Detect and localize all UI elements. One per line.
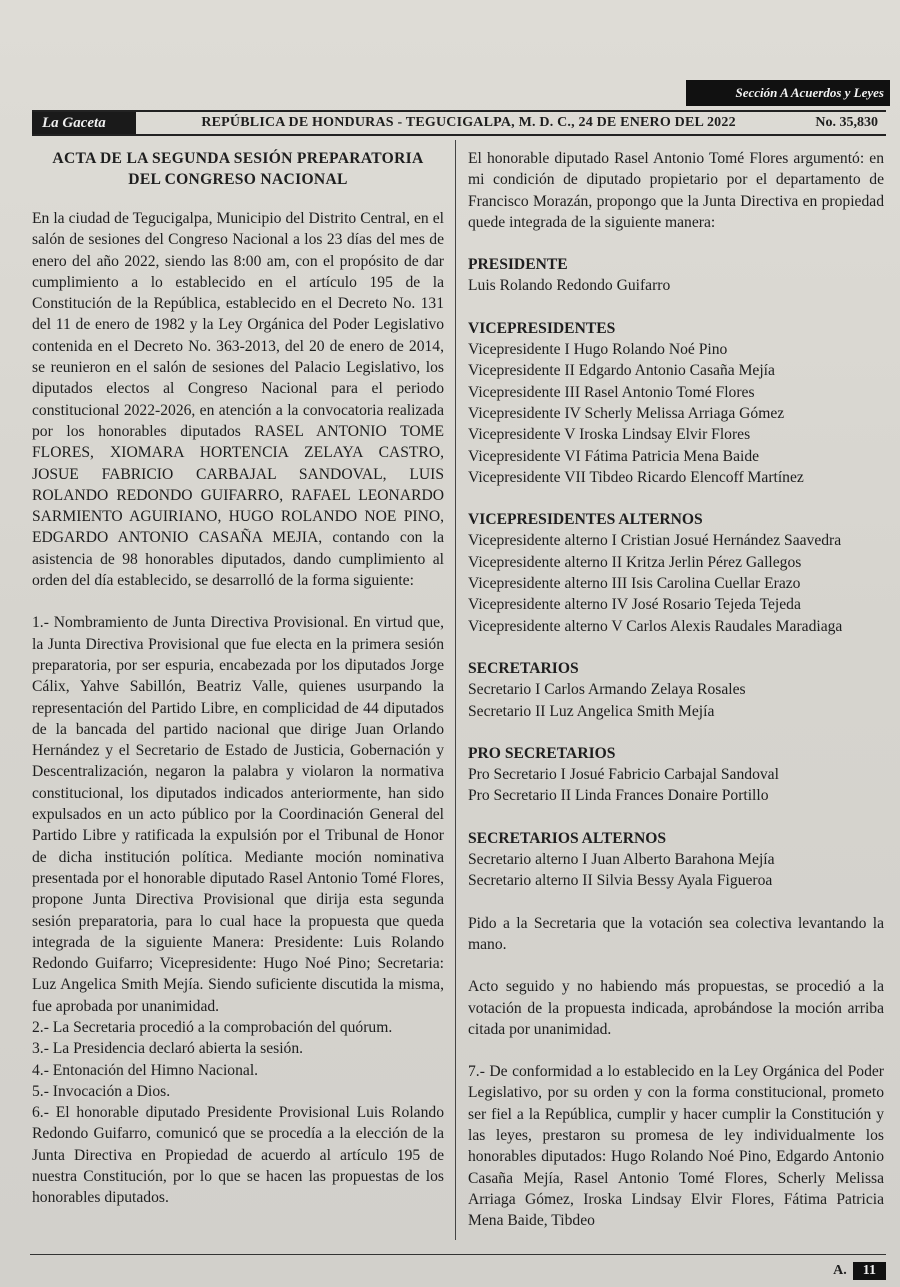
item-1-paragraph: 1.- Nombramiento de Junta Directiva Provisional. En virtud que, la Junta Directiva Provisional que fue electa en la primera sesión preparatoria, por ser espuria, encabezada por los diputados Jorge Cálix, Yahve Sabillón, Beatriz Valle, quienes usurpando la representación del Partido Libre, en complicidad de 44 diputados de la bancada del partido nacional que dirige Juan Orlando Hernández y el Secretario de Estado de Justicia, Gobernación y Descentralización, negaron la palabra y violaron la normativa constitucional, los diputados indicados anteriormente, han sido expulsados en un acto público por la Coordinación General del Partido Libre y ratificada la expulsión por el Tribunal de Honor de dicha institución política. Mediante moción nominativa presentada por el honorable diputado Rasel Antonio Tomé Flores, propone Junta Directiva Provisional que dirija esta segunda sesión preparatoria, para lo cual hace la propuesta que queda integrada de la siguiente Manera: Presidente: Luis Rolando Redondo Guifarro; Vicepresidente: Hugo Noé Pino; Secretaria: Luz Angelica Smith Mejía. Siendo suficiente discutida la misma, fue aprobada por unanimidad. [32,614,444,1015]
list-item: Secretario I Carlos Armando Zelaya Rosales [468,681,746,699]
list-item: Vicepresidente alterno I Cristian Josué Hernández Saavedra [468,532,842,550]
vote-request: Pido a la Secretaria que la votación sea colectiva levantando la mano. [468,914,884,953]
list-item: Secretario II Luz Angelica Smith Mejía [468,702,715,720]
proposal-intro: El honorable diputado Rasel Antonio Tomé Flores argumentó: en mi condición de diputado propietario por el departamento de Francisco Morazán, propongo que la Junta Directiva en propiedad quede integrada de la siguiente manera: [468,150,884,231]
right-column [468,148,884,1231]
list-item: Vicepresidente alterno IV José Rosario Tejeda Tejeda [468,596,801,614]
vote-result: Acto seguido y no habiendo más propuestas, se procedió a la votación de la propuesta indicada, aprobándose la moción arriba citada por unanimidad. [468,978,884,1038]
page-number [833,1262,886,1280]
list-item: Vicepresidente alterno II Kritza Jerlin Pérez Gallegos [468,553,802,571]
list-item: Vicepresidente alterno V Carlos Alexis Raudales Maradiaga [468,617,843,635]
heading-secretarios: SECRETARIOS [468,659,579,677]
left-column [32,148,444,1209]
list-item: Vicepresidente III Rasel Antonio Tomé Flores [468,383,755,401]
item-5: 5.- Invocación a Dios. [32,1082,171,1100]
list-item: Pro Secretario II Linda Frances Donaire Portillo [468,787,769,805]
list-item: Secretario alterno II Silvia Bessy Ayala Figueroa [468,872,773,890]
header-dateline: REPÚBLICA DE HONDURAS - TEGUCIGALPA, M. D. C., 24 DE ENERO DEL 2022 [201,115,736,130]
act-title [32,148,444,190]
list-item: Vicepresidente V Iroska Lindsay Elvir Flores [468,426,751,444]
footer-rule [30,1254,886,1255]
list-item: Vicepresidente alterno III Isis Carolina Cuellar Erazo [468,575,801,593]
heading-secretarios-alternos: SECRETARIOS ALTERNOS [468,829,667,847]
heading-presidente: PRESIDENTE [468,256,568,274]
act-title-line-2: DEL CONGRESO NACIONAL [128,171,348,188]
presidente-name: Luis Rolando Redondo Guifarro [468,277,671,295]
opening-paragraph: En la ciudad de Tegucigalpa, Municipio del Distrito Central, en el salón de sesiones del Congreso Nacional a los 23 días del mes de enero del año 2022, siendo las 8:00 am, con el propósito de dar cumplimiento a lo establecido en el artículo 195 de la Constitución de la República, establecido en el Decreto No. 131 del 11 de enero de 1982 y la Ley Orgánica del Poder Legislativo contenida en el Decreto No. 363-2013, del 20 de enero de 2014, se reunieron en el salón de sesiones del Palacio Legislativo, los diputados electos al Congreso Nacional para el periodo constitucional 2022-2026, en atención a la convocatoria realizada por los honorables diputados RASEL ANTONIO TOME FLORES, XIOMARA HORTENCIA ZELAYA CASTRO, JOSUE FABRICIO CARBAJAL SANDOVAL, LUIS ROLANDO REDONDO GUIFARRO, RAFAEL LEONARDO SARMIENTO AGUIRIANO, HUGO ROLANDO NOE PINO, EDGARDO ANTONIO CASAÑA MEJIA, contando con la asistencia de 98 honorables diputados, dando cumplimiento al orden del día establecido, se desarrolló de la forma siguiente: [32,210,444,590]
list-item: Secretario alterno I Juan Alberto Barahona Mejía [468,851,775,869]
act-title-line-1: ACTA DE LA SEGUNDA SESIÓN PREPARATORIA [52,150,424,167]
heading-vicepresidentes-alternos: VICEPRESIDENTES ALTERNOS [468,511,703,529]
list-item: Vicepresidente II Edgardo Antonio Casaña Mejía [468,362,775,380]
gazette-name: La Gaceta [32,112,136,134]
heading-pro-secretarios: PRO SECRETARIOS [468,744,616,762]
item-7: 7.- De conformidad a lo establecido en la Ley Orgánica del Poder Legislativo, por su orden y con la forma constitucional, prometo ser fiel a la República, cumplir y hacer cumplir la Constitución y las leyes, prestaron su promesa de ley individualmente los honorables diputados: Hugo Rolando Noé Pino, Edgardo Antonio Casaña Mejía, Rasel Antonio Tomé Flores, Scherly Melissa Arriaga Gómez, Iroska Lindsay Elvir Flores, Fátima Patricia Mena Baide, Tibdeo [468,1063,884,1230]
list-item: Pro Secretario I Josué Fabricio Carbajal Sandoval [468,766,779,784]
list-item: Vicepresidente VI Fátima Patricia Mena Baide [468,447,760,465]
running-header [32,110,886,136]
item-3: 3.- La Presidencia declaró abierta la sesión. [32,1040,304,1058]
page-number-value: 11 [853,1262,886,1280]
list-item: Vicepresidente VII Tibdeo Ricardo Elencoff Martínez [468,468,804,486]
list-item: Vicepresidente I Hugo Rolando Noé Pino [468,341,728,359]
heading-vicepresidentes: VICEPRESIDENTES [468,319,616,337]
item-2: 2.- La Secretaria procedió a la comprobación del quórum. [32,1018,393,1036]
item-6: 6.- El honorable diputado Presidente Provisional Luis Rolando Redondo Guifarro, comunicó que se procedía a la elección de la Junta Directiva en Propiedad de acuerdo al artículo 195 de nuestra Constitución, por lo que se hacen las propuestas de los honorables diputados. [32,1104,444,1207]
item-4: 4.- Entonación del Himno Nacional. [32,1061,259,1079]
list-item: Vicepresidente IV Scherly Melissa Arriaga Gómez [468,404,785,422]
section-tab: Sección A Acuerdos y Leyes [686,80,890,106]
issue-number: No. 35,830 [815,115,878,130]
column-divider [455,140,456,1240]
page-prefix: A. [833,1263,847,1278]
